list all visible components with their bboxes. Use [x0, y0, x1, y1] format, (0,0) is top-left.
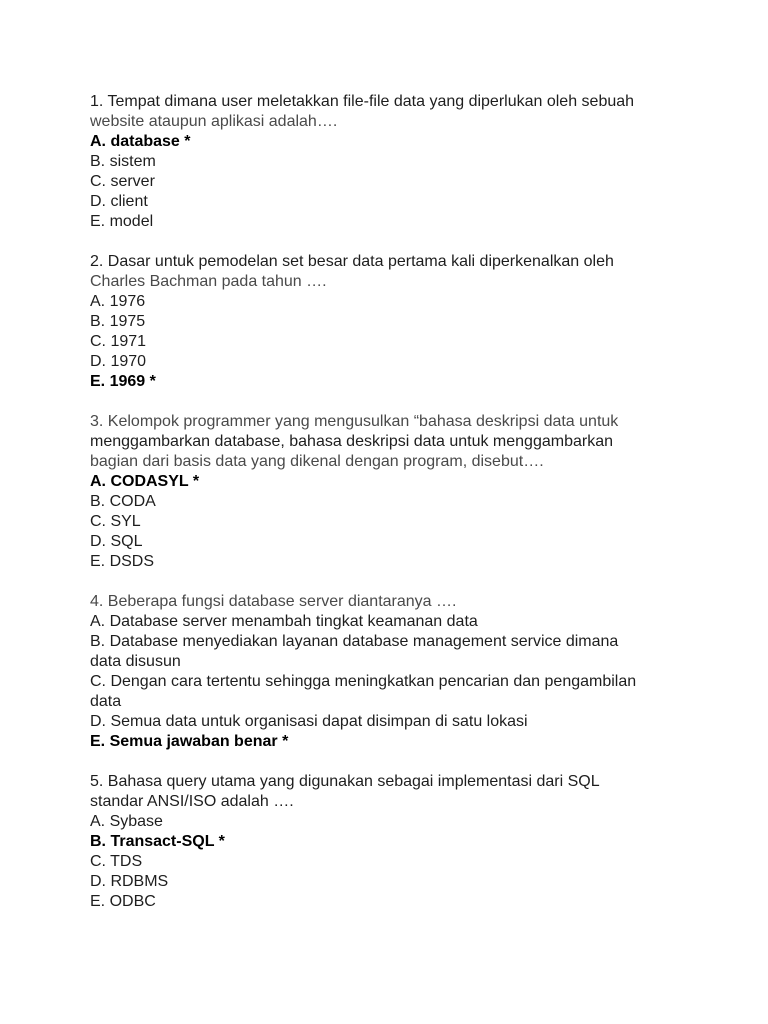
document-body: [90, 92, 750, 932]
question-3: [90, 412, 750, 572]
answer-option-correct: B. Transact-SQL *: [90, 833, 225, 850]
answer-option: C. 1971: [90, 333, 147, 350]
answer-option: C. Dengan cara tertentu sehingga meningkatkan pencarian dan pengambilan: [90, 673, 637, 690]
answer-option: D. client: [90, 193, 148, 210]
answer-option: C. TDS: [90, 853, 143, 870]
question-text-line: Charles Bachman pada tahun ….: [90, 273, 327, 290]
question-2: [90, 252, 750, 392]
question-text-line: menggambarkan database, bahasa deskripsi data untuk menggambarkan: [90, 433, 613, 450]
answer-option: data: [90, 693, 122, 710]
answer-option: B. CODA: [90, 493, 156, 510]
answer-option: C. SYL: [90, 513, 141, 530]
question-text-line: standar ANSI/ISO adalah ….: [90, 793, 294, 810]
answer-option: A. 1976: [90, 293, 146, 310]
question-text-line: website ataupun aplikasi adalah….: [90, 113, 338, 130]
answer-option: data disusun: [90, 653, 181, 670]
answer-option: C. server: [90, 173, 155, 190]
answer-option: E. ODBC: [90, 893, 156, 910]
answer-option: E. DSDS: [90, 553, 155, 570]
answer-option: D. 1970: [90, 353, 147, 370]
answer-option-correct: A. CODASYL *: [90, 473, 200, 490]
question-text-line: 2. Dasar untuk pemodelan set besar data pertama kali diperkenalkan oleh: [90, 253, 614, 270]
answer-option-correct: A. database *: [90, 133, 191, 150]
answer-option-correct: E. 1969 *: [90, 373, 156, 390]
answer-option: A. Database server menambah tingkat keamanan data: [90, 613, 478, 630]
answer-option: B. 1975: [90, 313, 146, 330]
answer-option: D. SQL: [90, 533, 143, 550]
answer-option: A. Sybase: [90, 813, 163, 830]
question-1: [90, 92, 750, 232]
question-text-line: 3. Kelompok programmer yang mengusulkan “bahasa deskripsi data untuk: [90, 413, 619, 430]
question-4: [90, 592, 750, 752]
answer-option: B. Database menyediakan layanan database management service dimana: [90, 633, 619, 650]
answer-option: B. sistem: [90, 153, 156, 170]
question-text-line: 1. Tempat dimana user meletakkan file-file data yang diperlukan oleh sebuah: [90, 93, 635, 110]
question-text-line: 4. Beberapa fungsi database server diantaranya ….: [90, 593, 457, 610]
question-text-line: 5. Bahasa query utama yang digunakan sebagai implementasi dari SQL: [90, 773, 600, 790]
question-5: [90, 772, 750, 912]
answer-option: D. Semua data untuk organisasi dapat disimpan di satu lokasi: [90, 713, 528, 730]
answer-option: E. model: [90, 213, 154, 230]
answer-option: D. RDBMS: [90, 873, 169, 890]
answer-option-correct: E. Semua jawaban benar *: [90, 733, 289, 750]
question-text-line: bagian dari basis data yang dikenal dengan program, disebut….: [90, 453, 544, 470]
